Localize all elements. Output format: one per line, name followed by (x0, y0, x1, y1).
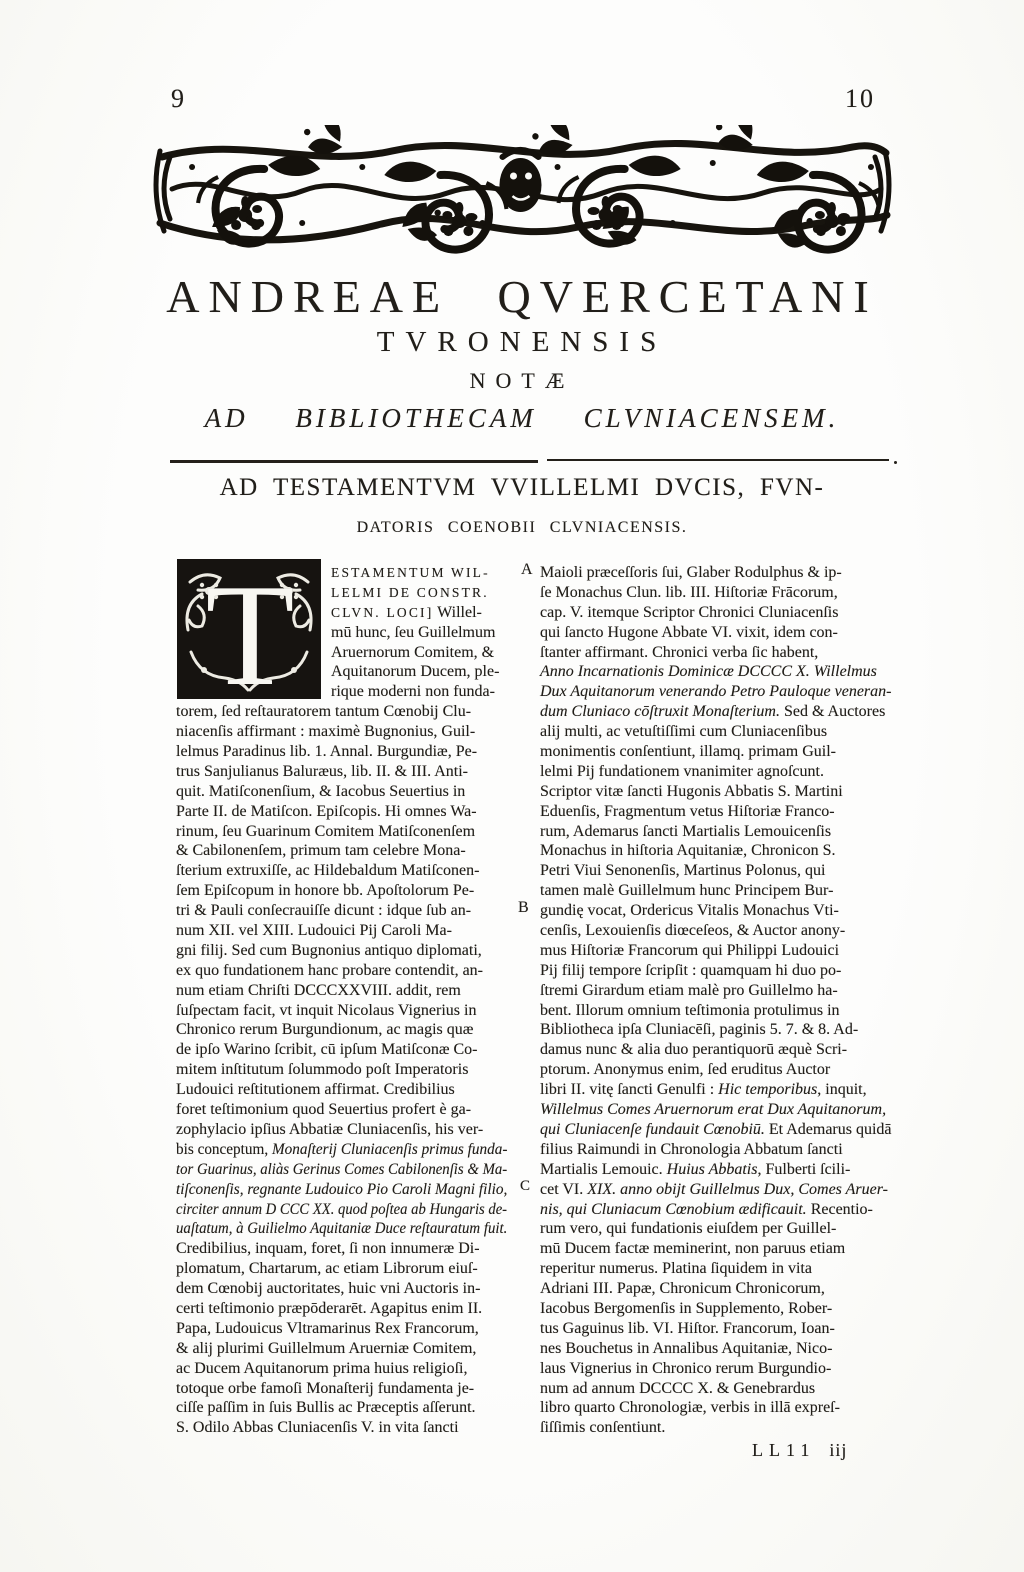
text-line: ſe Monachus Clun. lib. III. Hiſtoriæ Frācorum, (540, 583, 838, 601)
text-line: Aruernorum Comitem, & (331, 643, 495, 661)
text-line: zophylacio ipſius Abbatiæ Cluniacenſis, his ver- (176, 1120, 484, 1138)
text-line: dem Cœnobij auctoritates, huic vni Auctoris in- (176, 1280, 481, 1298)
text-line: ſterium extruxiſſe, ac Hildebaldum Matiſconen- (176, 862, 480, 880)
text-line: Pij filij tempore ſcripſit : quamquam hi duo po- (540, 961, 842, 979)
text-line: Papa, Ludouicus Vltramarinus Rex Francorum, (176, 1319, 479, 1337)
text-line: Chronico rerum Burgundionum, ac magis quæ (176, 1021, 474, 1039)
left-column (176, 558, 508, 1438)
text-line: plomatum, Chartarum, ac etiam Librorum eiuſ- (176, 1260, 478, 1278)
text-line: tiſconenſis, regnante Ludouico Pio Caroli Magni filio, (176, 1180, 508, 1198)
text-line: CLVN. LOCI] Willel- (331, 603, 482, 621)
text-line: num XII. vel XIII. Ludouici Pij Caroli Ma- (176, 922, 452, 940)
text-line: alij multi, ac vetuſtiſſimi cum Cluniacenſibus (540, 723, 828, 741)
text-line: rinum, ſeu Guarinum Comitem Matiſconenſem (176, 822, 476, 840)
text-line: Petri Viui Senonenſis, Martinus Polonus, qui (540, 862, 826, 880)
drop-cap-letter: T (205, 558, 295, 700)
text-line: Credibilius, inquam, foret, ſi non innumeræ Di- (176, 1240, 480, 1258)
text-line: gni filij. Sed cum Bugnonius antiquo diplomati, (176, 941, 482, 959)
title-author: ANDREAE QVERCETANI (166, 271, 878, 322)
text-line: tri & Pauli conſecrauiſſe dicunt : idque ſub an- (176, 902, 472, 920)
text-line: Dux Aquitanorum venerando Petro Pauloque veneran- (540, 683, 892, 701)
text-line: num ad annum DCCCC X. & Genebrardus (540, 1379, 816, 1397)
text-line: Eduenſis, Fragmentum vetus Hiſtoriæ Franco- (540, 802, 835, 820)
text-line: filius Raimundi in Chronologia Abbatum ſancti (540, 1140, 843, 1158)
text-line: nis, qui Cluniacum Cœnobium ædificauit. Recentio- (540, 1200, 873, 1218)
text-line: totoque orbe famoſi Monaſterij fundamenta je- (176, 1379, 475, 1397)
title-epithet: TVRONENSIS (376, 326, 668, 358)
text-line: laus Vignerius in Chronico rerum Burgundio- (540, 1359, 832, 1377)
text-line: Anno Incarnationis Dominicæ DCCCC X. Willelmus (540, 663, 877, 681)
marginal-letter-b: B (518, 899, 529, 916)
text-line: qui ſancto Hugone Abbate VI. vixit, idem con- (540, 623, 838, 641)
text-line: rum vero, qui fundationis eiuſdem per Guillel- (540, 1220, 837, 1238)
text-line: Monachus in hiſtoria Aquitaniæ, Chronicon S. (540, 842, 836, 860)
text-line: S. Odilo Abbas Cluniacenſis V. in vita ſancti (176, 1419, 459, 1437)
text-line: ſem Epiſcopum in honore bb. Apoſtolorum Pe- (176, 882, 475, 900)
drop-cap-ornate-initial (176, 558, 322, 700)
text-line: tus Gaguinus lib. VI. Hiſtor. Francorum, Ioan- (540, 1319, 835, 1337)
text-line: mū Ducem factæ meminerint, non paruus etiam (540, 1240, 846, 1258)
text-line: mus Hiſtoriæ Francorum qui Philippi Ludouici (540, 941, 840, 959)
text-line: dum Cluniaco cōſtruxit Monaſterium. Sed & Auctores (540, 703, 886, 721)
text-line: torem, ſed reſtauratorem tantum Cœnobij Clu- (176, 703, 472, 721)
text-line: Aquitanorum Ducem, ple- (331, 663, 500, 681)
marginal-letter-a: A (521, 561, 533, 578)
right-column (540, 563, 893, 1438)
left-column-intro (331, 563, 507, 702)
divider-rule (170, 458, 898, 464)
text-line: ptorum. Anonymus enim, ſed eruditus Auctor (540, 1061, 831, 1079)
text-line: Scriptor vitæ ſancti Hugonis Abbatis S. Martini (540, 782, 843, 800)
text-line: gundię vocat, Ordericus Vitalis Monachus Vti- (540, 902, 839, 920)
text-line: rum, Ademarus ſancti Martialis Lemouicenſis (540, 822, 832, 840)
text-line: libro quarto Chronologiæ, verbis in illā expreſ- (540, 1399, 840, 1417)
text-line: Parte II. de Matiſcon. Epiſcopis. Hi omnes Wa- (176, 802, 477, 820)
section-heading-line1: AD TESTAMENTVM VVILLELMI DVCIS, FVN- (219, 474, 825, 501)
header-ornament-engraving (152, 125, 893, 254)
text-line: qui Cluniacenſe fundauit Cœnobiū. Et Ademarus quidā (540, 1120, 892, 1138)
text-line: tamen malè Guillelmum hunc Principem Bur- (540, 882, 834, 900)
text-line: cap. V. itemque Scriptor Chronici Cluniacenſis (540, 603, 839, 621)
text-line: ſtanter affirmant. Chronici verba ſic habent, (540, 643, 819, 661)
text-line: ex quo fundationem hanc probare contendit, an- (176, 961, 483, 979)
text-line: trus Sanjulianus Baluræus, lib. II. & III. Anti- (176, 762, 468, 780)
text-line: LELMI DE CONSTR. (331, 584, 489, 600)
page-number-left: 9 (171, 84, 184, 113)
text-line: ſiſſimis conſentiunt. (540, 1419, 666, 1437)
section-heading-line2: DATORIS COENOBII CLVNIACENSIS. (356, 519, 688, 536)
title-work: NOTÆ (469, 368, 575, 393)
text-line: monimentis conſentiunt, illamq. primam Guil- (540, 743, 836, 761)
left-column-text (176, 702, 507, 1438)
text-line: tor Guarinus, aliàs Gerinus Comes Cabilonenſis & Ma- (176, 1160, 508, 1178)
text-line: ESTAMENTUM WIL- (331, 565, 490, 580)
text-line: lelmi Pij fundationem vnanimiter agnoſcunt. (540, 762, 824, 780)
text-line: bent. Illorum omnium teſtimonia protulimus in (540, 1001, 840, 1019)
text-line: Ludouici reſtitutionem affirmat. Credibilius (176, 1081, 455, 1099)
text-line: niacenſis affirmant : maximè Bugnonius, Guil- (176, 723, 476, 741)
marginal-letter-c: C (520, 1178, 531, 1194)
text-line: Bibliotheca ipſa Cluniacēſi, paginis 5. 7. & 8. Ad- (540, 1021, 859, 1039)
text-line: Adriani III. Papæ, Chronicum Chronicorum, (540, 1280, 825, 1298)
text-line: & alij plurimi Guillelmum Aruerniæ Comitem, (176, 1339, 477, 1357)
text-line: cet VI. XIX. anno obijt Guillelmus Dux, Comes Aruer- (540, 1180, 888, 1198)
title-subject: AD BIBLIOTHECAM CLVNIACENSEM. (204, 403, 840, 433)
text-line: libri II. vitę ſancti Genulfi : Hic temporibus, inquit, (540, 1081, 867, 1099)
text-line: Iacobus Bergomenſis in Supplemento, Rober- (540, 1299, 833, 1317)
text-line: mitem inſtitutum ſolummodo poſt Imperatoris (176, 1061, 469, 1079)
text-line: de ipſo Warino ſcribit, cū ipſum Matiſconæ Co- (176, 1041, 478, 1059)
text-line: cenſis, Lexouienſis diœceſeos, & Auctor anony- (540, 922, 846, 940)
text-line: Willelmus Comes Aruernorum erat Dux Aquitanorum, (540, 1101, 887, 1119)
text-line: reperitur numerus. Platina ſiquidem in vita (540, 1260, 812, 1278)
text-line: uaſtatum, à Guilielmo Aquitaniæ Duce reſtauratum fuit. (176, 1220, 508, 1238)
text-line: foret teſtimonium quod Seuertius profert è ga- (176, 1101, 472, 1119)
ornament-center-mask (499, 150, 541, 212)
text-line: Maioli præceſſoris ſui, Glaber Rodulphus & ip- (540, 564, 842, 581)
signature-leaf-numeral: iij (829, 1440, 848, 1460)
text-line: lelmus Paradinus lib. 1. Annal. Burgundiæ, Pe- (176, 743, 478, 761)
text-line: ac Ducem Aquitanorum prima huius religioſi, (176, 1359, 468, 1377)
text-line: & Cabilonenſem, primum tam celebre Mona- (176, 842, 466, 860)
text-line: num etiam Chriſti DCCCXXVIII. addit, rem (176, 981, 461, 999)
page-number-right: 10 (845, 84, 875, 113)
signature-letters: LL11 (752, 1440, 816, 1460)
text-line: certi teſtimonio præpōderarēt. Agapitus enim II. (176, 1299, 483, 1317)
text-line: damus nunc & alia duo perantiquorū æquè Scri- (540, 1041, 848, 1059)
text-line: bis conceptum, Monaſterij Cluniacenſis primus funda- (176, 1140, 508, 1158)
signature-mark (752, 1440, 847, 1461)
text-line: ciſſe paſſim in ſuis Bullis ac Præceptis aſſerunt. (176, 1399, 476, 1417)
text-line: mū hunc, ſeu Guillelmum (331, 623, 496, 641)
text-line: rique moderni non funda- (331, 683, 495, 701)
text-line: nes Bouchetus in Annalibus Aquitaniæ, Nico- (540, 1339, 833, 1357)
text-line: ſuſpectam facit, vt inquit Nicolaus Vignerius in (176, 1001, 477, 1019)
text-line: quit. Matiſconenſium, & Iacobus Seuertius in (176, 782, 466, 800)
text-line: circiter annum D CCC XX. quod poſtea ab Hungaris de- (176, 1200, 508, 1218)
text-line: ſtremi Girardum etiam malè pro Guillelmo ha- (540, 981, 838, 999)
text-line: Martialis Lemouic. Huius Abbatis, Fulberti ſcili- (540, 1160, 851, 1178)
